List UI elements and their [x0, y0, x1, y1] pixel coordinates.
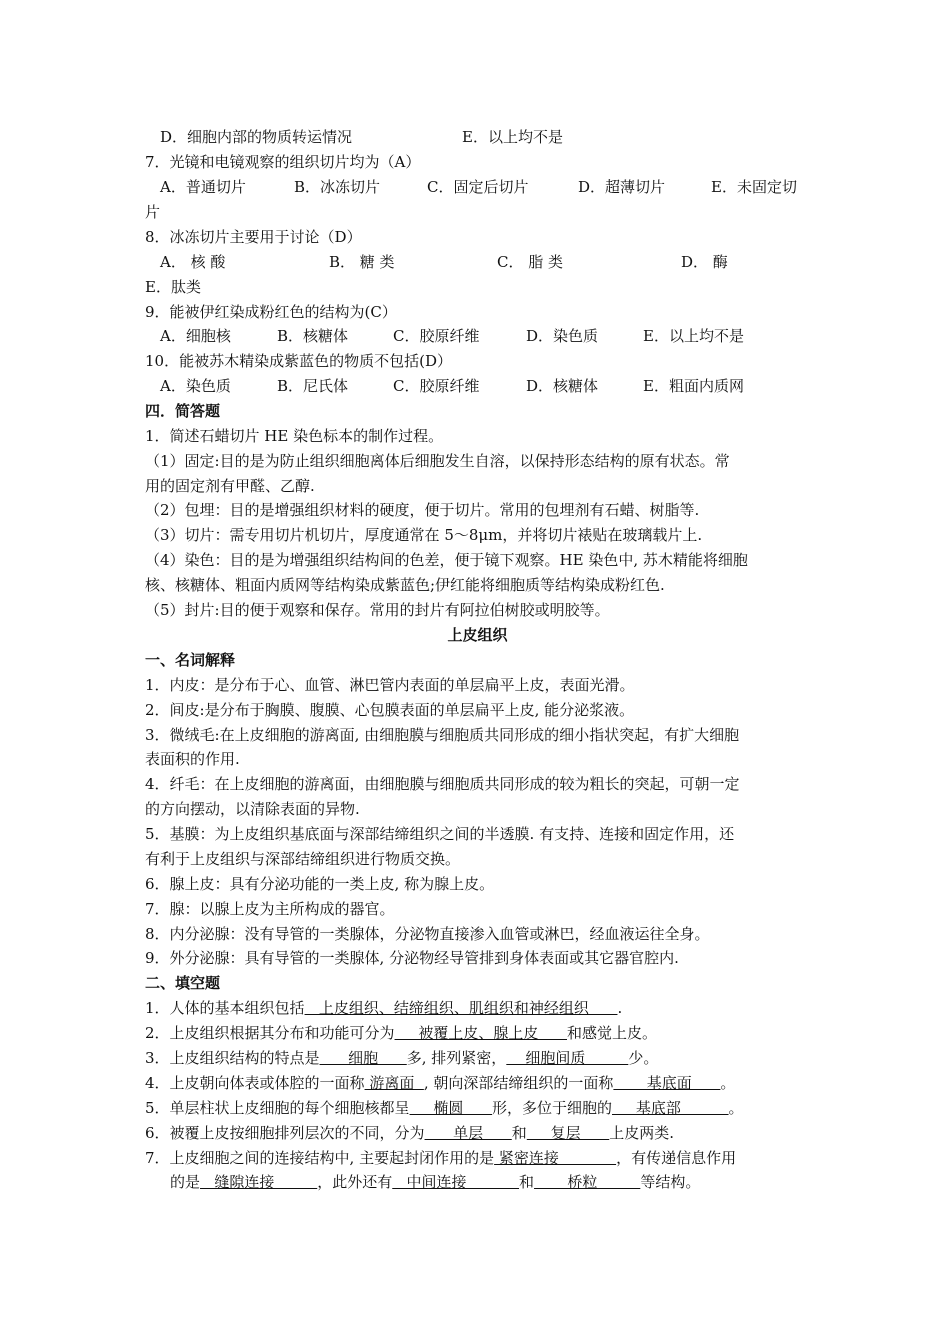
fill-answer: 紧密连接 [494, 1149, 617, 1167]
short-answer-line: （3）切片：需专用切片机切片，厚度通常在 5～8μm，并将切片裱贴在玻璃载片上. [145, 526, 703, 544]
q7-option-b: B．冰冻切片 [294, 178, 381, 196]
q7-option-c: C．固定后切片 [427, 178, 529, 196]
fill-answer: 中间连接 [392, 1173, 520, 1191]
fill-text: 的是 [170, 1173, 201, 1191]
short-answer-line: 用的固定剂有甲醛、乙醇. [145, 477, 315, 495]
fill-item-3 [145, 1049, 658, 1067]
term-line: 6．腺上皮：具有分泌功能的一类上皮, 称为腺上皮。 [145, 875, 495, 893]
fill-text: 和 [511, 1124, 527, 1142]
fill-text: 等结构。 [640, 1173, 701, 1191]
fill-text: 多, 排列紧密， [406, 1049, 507, 1067]
q7-wrap: 片 [145, 203, 161, 221]
short-answer-heading: 四．简答题 [145, 402, 221, 420]
q10-option-d: D．核糖体 [526, 377, 599, 395]
short-answer-line: （1）固定:目的是为防止组织细胞离体后细胞发生自溶，以保持形态结构的原有状态。常 [145, 452, 730, 470]
q8-option-a: A． 核 酸 [160, 253, 226, 271]
q9-option-d: D．染色质 [526, 327, 599, 345]
fill-item-1 [145, 999, 622, 1017]
fill-item-7 [145, 1149, 736, 1167]
fill-text: ，此外还有 [317, 1173, 393, 1191]
fill-text: 。 [720, 1074, 736, 1092]
fill-answer: 细胞间质 [506, 1049, 629, 1067]
fill-answer: 上皮组织、结缔组织、肌组织和神经组织 [304, 999, 618, 1017]
fill-text: 少。 [628, 1049, 659, 1067]
term-line: 表面积的作用. [145, 750, 240, 768]
fill-text: 和感觉上皮。 [567, 1024, 658, 1042]
fill-item-4 [145, 1074, 735, 1092]
fill-text: 4．上皮朝向体表或体腔的一面称 [145, 1074, 365, 1092]
q8-stem: 8．冰冻切片主要用于讨论（D） [145, 228, 362, 246]
fill-answer: 桥粒 [534, 1173, 641, 1191]
q7-stem: 7．光镜和电镜观察的组织切片均为（A） [145, 153, 421, 171]
fill-heading: 二、填空题 [145, 974, 221, 992]
term-line: 有利于上皮组织与深部结缔组织进行物质交换。 [145, 850, 461, 868]
section-title: 上皮组织 [447, 626, 508, 644]
q10-option-a: A．染色质 [160, 377, 231, 395]
term-line: 8．内分泌腺：没有导管的一类腺体，分泌物直接渗入血管或淋巴，经血液运往全身。 [145, 925, 710, 943]
short-answer-q1: 1．简述石蜡切片 HE 染色标本的制作过程。 [145, 427, 444, 445]
q7-option-e: E．未固定切 [711, 178, 797, 196]
q10-option-e: E．粗面内质网 [643, 377, 744, 395]
q8-option-b: B． 糖 类 [329, 253, 395, 271]
q6-option-d: D．细胞内部的物质转运情况 [160, 128, 353, 146]
short-answer-line: 核、核糖体、粗面内质网等结构染成紫蓝色;伊红能将细胞质等结构染成粉红色. [145, 576, 665, 594]
short-answer-line: （2）包埋：目的是增强组织材料的硬度，便于切片。常用的包埋剂有石蜡、树脂等. [145, 501, 700, 519]
q7-option-a: A．普通切片 [160, 178, 246, 196]
q10-stem: 10．能被苏木精染成紫蓝色的物质不包括(D） [145, 352, 452, 370]
fill-answer: 被覆上皮、腺上皮 [394, 1024, 567, 1042]
q9-stem: 9．能被伊红染成粉红色的结构为(C） [145, 303, 397, 321]
q9-option-a: A．细胞核 [160, 327, 231, 345]
fill-answer: 基底面 [613, 1074, 721, 1092]
fill-answer: 缝隙连接 [200, 1173, 318, 1191]
fill-text: 和 [519, 1173, 535, 1191]
short-answer-line: （5）封片:目的便于观察和保存。常用的封片有阿拉伯树胶或明胶等。 [145, 601, 610, 619]
term-line: 7．腺：以腺上皮为主所构成的器官。 [145, 900, 395, 918]
fill-text: , 朝向深部结缔组织的一面称 [423, 1074, 614, 1092]
q9-option-e: E．以上均不是 [643, 327, 744, 345]
term-line: 2．间皮:是分布于胸膜、腹膜、心包膜表面的单层扁平上皮, 能分泌浆液。 [145, 701, 635, 719]
term-line: 3．微绒毛:在上皮细胞的游离面, 由细胞膜与细胞质共同形成的细小指状突起，有扩大细胞 [145, 726, 740, 744]
q7-option-d: D．超薄切片 [578, 178, 666, 196]
fill-item-5 [145, 1099, 744, 1117]
fill-text: ，有传递信息作用 [616, 1149, 737, 1167]
q6-option-e: E．以上均不是 [462, 128, 563, 146]
q8-option-e: E．肽类 [145, 278, 201, 296]
q10-option-b: B．尼氏体 [277, 377, 349, 395]
q8-option-c: C． 脂 类 [497, 253, 564, 271]
short-answer-line: （4）染色：目的是为增强组织结构间的色差，便于镜下观察。HE 染色中, 苏木精能将细胞 [145, 551, 748, 569]
fill-text: 1．人体的基本组织包括 [145, 999, 305, 1017]
fill-text: 6．被覆上皮按细胞排列层次的不同，分为 [145, 1124, 425, 1142]
fill-text: 3．上皮组织结构的特点是 [145, 1049, 320, 1067]
fill-item-6 [145, 1124, 674, 1142]
q10-option-c: C．胶原纤维 [393, 377, 480, 395]
term-line: 1．内皮：是分布于心、血管、淋巴管内表面的单层扁平上皮，表面光滑。 [145, 676, 635, 694]
term-line: 的方向摆动，以清除表面的异物. [145, 800, 360, 818]
terms-heading: 一、名词解释 [145, 651, 236, 669]
term-line: 4．纤毛：在上皮细胞的游离面，由细胞膜与细胞质共同形成的较为粗长的突起，可朝一定 [145, 775, 740, 793]
fill-text: 7．上皮细胞之间的连接结构中, 主要起封闭作用的是 [145, 1149, 495, 1167]
fill-text: . [617, 999, 623, 1017]
fill-text: 5．单层柱状上皮细胞的每个细胞核都呈 [145, 1099, 410, 1117]
fill-answer: 游离面 [364, 1074, 424, 1092]
fill-answer: 复层 [526, 1124, 610, 1142]
fill-answer: 细胞 [319, 1049, 407, 1067]
q9-option-c: C．胶原纤维 [393, 327, 480, 345]
term-line: 5．基膜：为上皮组织基底面与深部结缔组织之间的半透膜. 有支持、连接和固定作用，还 [145, 825, 735, 843]
fill-answer: 基底部 [612, 1099, 729, 1117]
fill-item-2 [145, 1024, 657, 1042]
fill-item-7-cont [170, 1173, 700, 1191]
fill-text: 。 [728, 1099, 744, 1117]
q9-option-b: B．核糖体 [277, 327, 349, 345]
fill-answer: 单层 [424, 1124, 512, 1142]
fill-text: 2．上皮组织根据其分布和功能可分为 [145, 1024, 395, 1042]
fill-text: 上皮两类. [609, 1124, 675, 1142]
fill-text: 形，多位于细胞的 [492, 1099, 613, 1117]
fill-answer: 椭圆 [409, 1099, 492, 1117]
q8-option-d: D． 酶 [681, 253, 728, 271]
term-line: 9．外分泌腺：具有导管的一类腺体, 分泌物经导管排到身体表面或其它器官腔内. [145, 949, 679, 967]
